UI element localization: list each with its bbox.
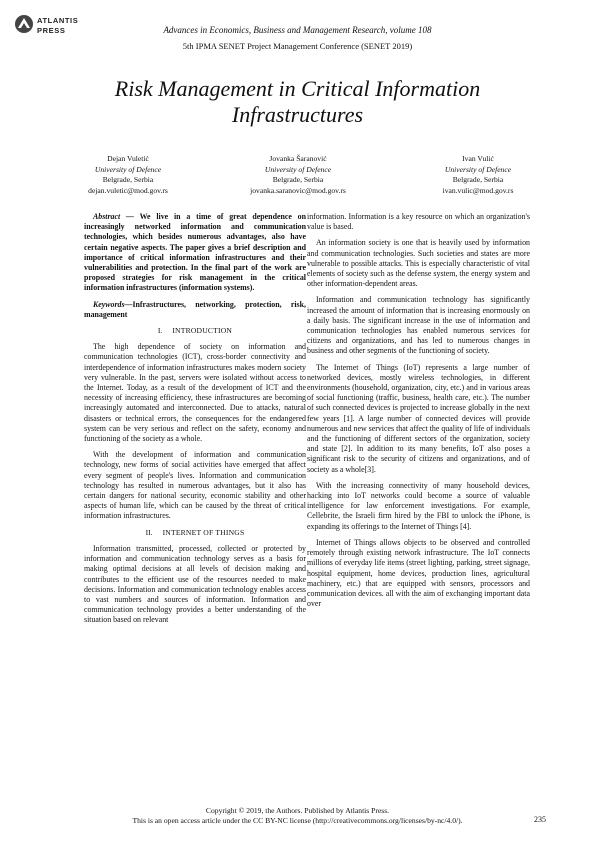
- author-name: Ivan Vulić: [462, 154, 494, 163]
- right-column: [307, 212, 530, 615]
- body-paragraph: An information society is one that is heavily used by information and communication technologies. Such societies and states are more vulnerable to possible attacks. This is especially characteristic of vital elements of society such as the defense system, the energy system and other information-dependent areas.: [307, 238, 530, 289]
- author-email[interactable]: dejan.vuletic@mod.gov.rs: [88, 185, 168, 195]
- abstract: [84, 212, 306, 294]
- author-affiliation: University of Defence: [444, 164, 512, 174]
- body-paragraph: Information transmitted, processed, collected or protected by information and communication technology serves as a basis for making optimal decisions at all levels of decision making and contributes to the efficient use of the resources needed to make decisions. Information and communication technology enables access to vast numbers and sources of information. Information and communication technology provides a better understanding of the situation based on relevant: [84, 543, 306, 625]
- copyright-line: Copyright © 2019, the Authors. Published by Atlantis Press.: [205, 806, 390, 815]
- license-line[interactable]: This is an open access article under the CC BY-NC license (http://creativecommons.org/licenses/by-nc/4.0/).: [132, 816, 463, 825]
- author-email[interactable]: ivan.vulic@mod.gov.rs: [442, 185, 514, 195]
- section-number: I.: [157, 326, 163, 336]
- body-paragraph: Information and communication technology has significantly increased the amount of information that is increasing enormously on a daily basis. The significant increase in the use of information and communication technologies has enabled numerous services for citizens and organizations, and has led to numerous changes in business and other segments of the functioning of society.: [307, 295, 530, 356]
- section-heading-internet-of-things: [84, 528, 306, 538]
- author-email[interactable]: jovanka.saranovic@mod.gov.rs: [250, 185, 346, 195]
- keywords-text: Infrastructures, networking, protection, risk, management: [84, 299, 306, 319]
- author-affiliation: University of Defence: [264, 164, 332, 174]
- publisher-name-line2: PRESS: [37, 26, 66, 35]
- section-title: INTRODUCTION: [172, 326, 233, 336]
- author-location: Belgrade, Serbia: [272, 175, 324, 184]
- keywords-label: Keywords—: [93, 299, 133, 309]
- keywords: [84, 300, 306, 320]
- left-column: [84, 212, 306, 632]
- author-3: [393, 154, 563, 196]
- abstract-label: Abstract —: [93, 212, 134, 221]
- author-2: [213, 154, 383, 196]
- section-title: INTERNET OF THINGS: [162, 527, 245, 537]
- section-heading-introduction: [84, 326, 306, 336]
- body-paragraph: The Internet of Things (IoT) represents a large number of networked devices, mostly wireless technologies, in different environments (household, organization, city, etc.) and in various areas of social functioning (traffic, business, health care, etc.). The number of such connected devices is projected to increase globally in the next few years [1]. A large number of connected devices will provide numerous and new services that affect the quality of life of individuals and the functioning of different sectors of the organization, society and state [2]. In addition to its many benefits, IoT also poses a significant risk to the security of citizens and organizations, and of society as a whole[3].: [307, 362, 530, 474]
- author-location: Belgrade, Serbia: [102, 175, 154, 184]
- journal-header: Advances in Economics, Business and Management Research, volume 108: [163, 25, 432, 35]
- page-number: 235: [534, 815, 546, 824]
- body-paragraph: Internet of Things allows objects to be observed and controlled remotely through existing network infrastructure. The IoT connects millions of everyday life items (street lighting, parking, street signage, hospital equipment, home devices, production lines, agricultural machinery, etc.) that are equipped with sensors, processors and communication devices. all with the aim of exchanging important data over: [307, 537, 530, 609]
- publisher-name-line1: ATLANTIS: [37, 16, 79, 25]
- body-paragraph: With the development of information and communication technology, new forms of social activities have emerged that affect every segment of people's lives. Information and communication technology has resulted in numerous advantages, but it also has certain dangers for national security, economic stability and other aspects of human life, which can be caused by the threat of critical information infrastructures.: [84, 450, 306, 521]
- section-number: II.: [145, 527, 153, 537]
- author-name: Jovanka Šaranović: [269, 154, 327, 163]
- page-footer: [0, 806, 595, 826]
- author-affiliation: University of Defence: [94, 164, 162, 174]
- author-location: Belgrade, Serbia: [452, 175, 504, 184]
- body-paragraph: information. Information is a key resource on which an organization's value is based.: [307, 212, 530, 232]
- abstract-text: We live in a time of great dependence on increasingly networked information and communication technologies, which besides numerous advantages, also have certain negative aspects. The paper gives a brief description and importance of critical information infrastructures and their vulnerabilities and protection. In the final part of the work are proposed strategies for risk management in the critical information infrastructures (information systems).: [84, 212, 306, 293]
- conference-header: 5th IPMA SENET Project Management Conference (SENET 2019): [182, 41, 413, 51]
- body-paragraph: The high dependence of society on information and communication technologies (ICT), cross-border connectivity and interdependence of information infrastructures makes modern society very vulnerable. In the past, servers were isolated without access to the Internet. Today, as a result of the development of ICT and the necessity of increasing efficiency, these infrastructures are becoming increasingly automated and interconnected. Due to attacks, natural disasters or technical errors, the consequences for the endangered system can be very serious and reflect on the safety, economy and functioning of the society as a whole.: [84, 342, 306, 444]
- paper-title: Risk Management in Critical Information Infrastructures: [114, 76, 481, 127]
- author-1: [43, 154, 213, 196]
- author-name: Dejan Vuletić: [107, 154, 149, 163]
- body-paragraph: With the increasing connectivity of many household devices, hacking into IoT networks could become a source of valuable intelligence for law enforcement investigations. For example, Cellebrite, the Israeli firm hired by the FBI to unlock the iPhone, is expanding its offerings to the Internet of Things [4].: [307, 480, 530, 531]
